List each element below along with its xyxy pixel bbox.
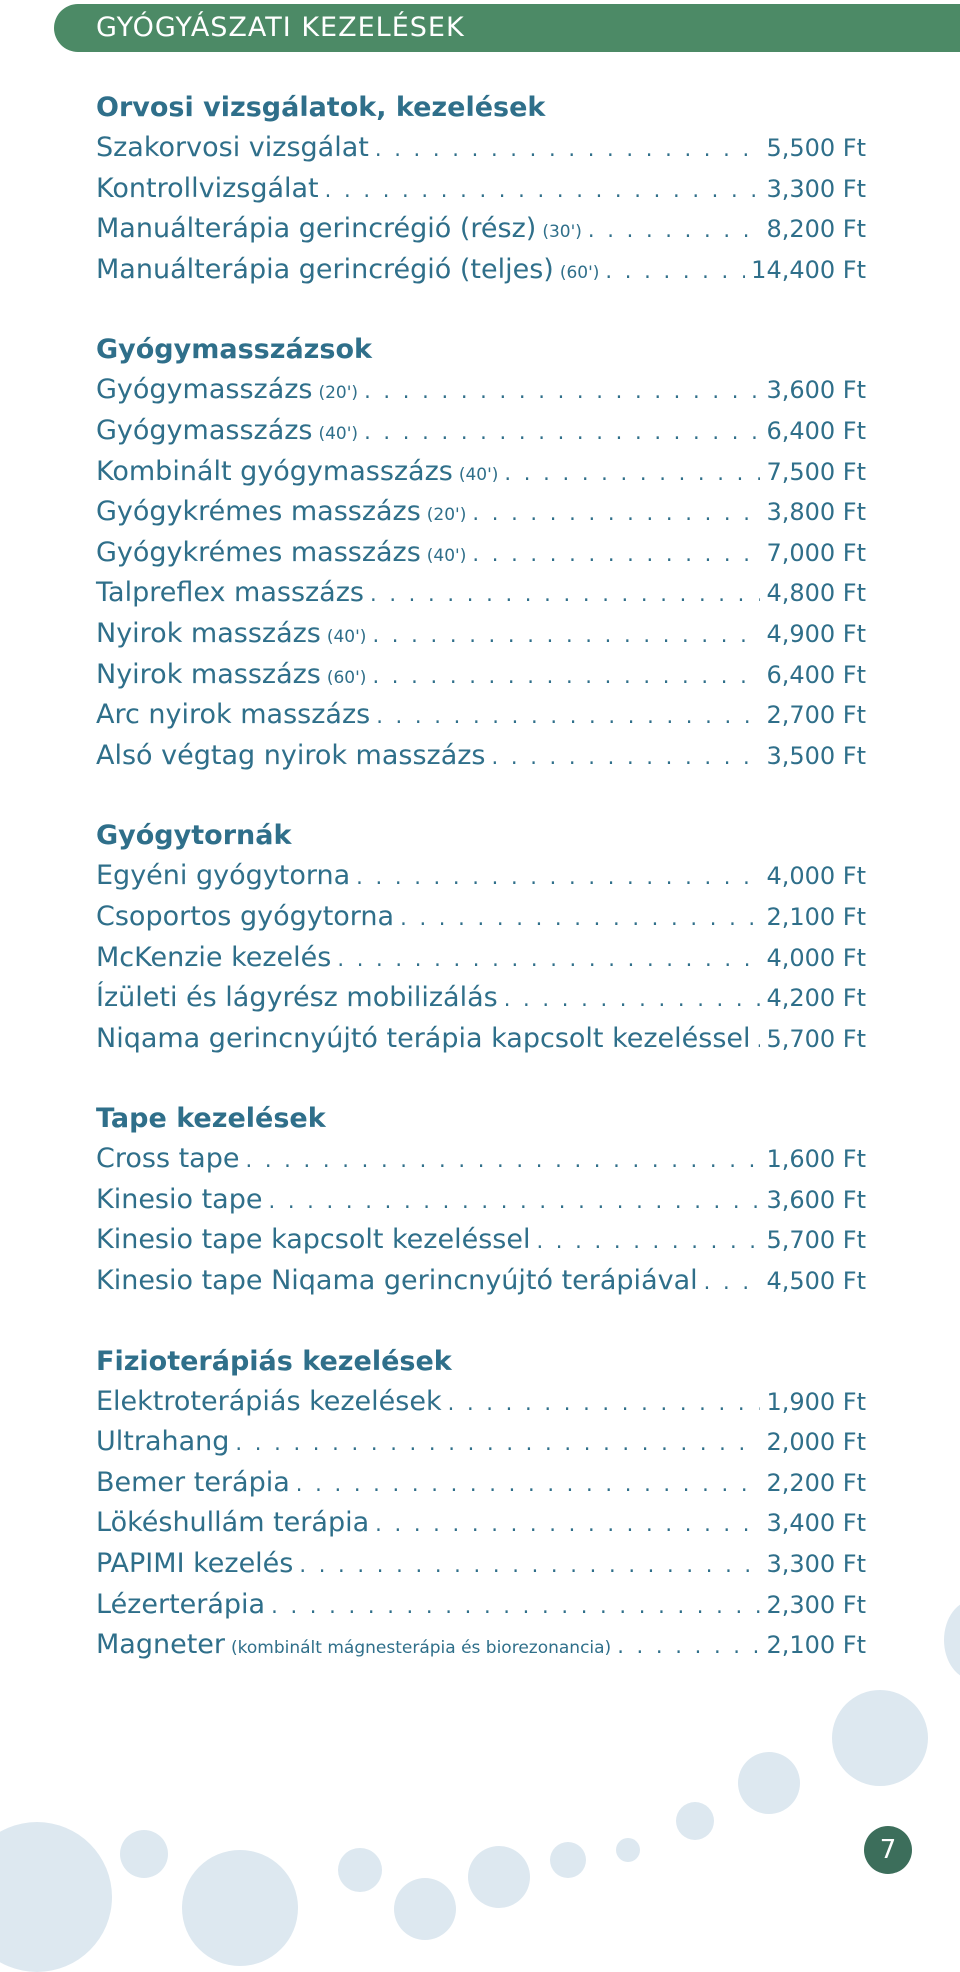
price-row xyxy=(96,1220,866,1261)
decorative-bubble xyxy=(182,1850,298,1966)
price-section xyxy=(96,1342,866,1666)
treatment-note: (kombinált mágnesterápia és biorezonancia) xyxy=(231,1638,612,1659)
decorative-bubble xyxy=(120,1830,168,1878)
decorative-bubble xyxy=(338,1848,382,1892)
treatment-price: 4,000 Ft xyxy=(766,862,866,891)
treatment-name: PAPIMI kezelés xyxy=(96,1548,294,1580)
dot-leader xyxy=(299,1545,760,1586)
dot-leader xyxy=(337,939,760,980)
dot-leader xyxy=(448,1383,761,1424)
dot-leader xyxy=(376,696,760,737)
dot-leader xyxy=(325,170,761,211)
treatment-name: Kinesio tape xyxy=(96,1183,263,1215)
treatment-note: (20') xyxy=(318,383,359,404)
dot-leader xyxy=(271,1586,760,1627)
price-row xyxy=(96,1019,866,1060)
price-row xyxy=(96,1180,866,1221)
dot-leader xyxy=(588,210,761,251)
treatment-name: Szakorvosi vizsgálat xyxy=(96,132,369,163)
price-row xyxy=(96,1422,866,1463)
dot-leader xyxy=(364,371,760,412)
treatment-price: 5,700 Ft xyxy=(766,1226,866,1255)
price-row xyxy=(96,533,866,574)
treatment-name: Kontrollvizsgálat xyxy=(96,172,319,204)
treatment-name: Kombinált gyógymasszázs xyxy=(96,455,453,487)
price-row xyxy=(96,1544,866,1585)
dot-leader xyxy=(492,737,761,778)
dot-leader xyxy=(375,1504,760,1545)
treatment-note: (60') xyxy=(559,262,600,283)
treatment-name: Magneter xyxy=(96,1629,226,1661)
treatment-name: Alsó végtag nyirok masszázs xyxy=(96,739,486,771)
treatment-price: 4,200 Ft xyxy=(766,984,866,1013)
treatment-name: Talpreflex masszázs xyxy=(96,577,364,609)
price-row xyxy=(96,736,866,777)
treatment-note: (40') xyxy=(318,423,359,444)
treatment-name: Gyógymasszázs xyxy=(96,374,313,406)
price-row xyxy=(96,897,866,938)
dot-leader xyxy=(504,453,760,494)
dot-leader xyxy=(757,1020,761,1061)
price-row xyxy=(96,614,866,655)
price-row xyxy=(96,1625,866,1666)
price-row xyxy=(96,128,866,169)
treatment-name: Gyógykrémes masszázs xyxy=(96,536,421,568)
treatment-name: Csoportos gyógytorna xyxy=(96,900,395,932)
treatment-price: 2,700 Ft xyxy=(766,701,866,730)
price-section xyxy=(96,1099,866,1301)
treatment-name: Kinesio tape kapcsolt kezeléssel xyxy=(96,1224,531,1256)
price-row xyxy=(96,1261,866,1302)
decorative-bubble xyxy=(394,1878,456,1940)
treatment-name: Ízületi és lágyrész mobilizálás xyxy=(96,982,498,1014)
dot-leader xyxy=(536,1221,760,1262)
price-row xyxy=(96,655,866,696)
treatment-price: 2,000 Ft xyxy=(766,1428,866,1457)
treatment-price: 8,200 Ft xyxy=(766,215,866,244)
dot-leader xyxy=(617,1626,760,1667)
dot-leader xyxy=(268,1181,760,1222)
dot-leader xyxy=(235,1423,760,1464)
dot-leader xyxy=(245,1140,760,1181)
dot-leader xyxy=(472,493,760,534)
treatment-price: 5,500 Ft xyxy=(766,134,866,162)
section-title: Tape kezelések xyxy=(96,1103,326,1135)
treatment-name: Manuálterápia gerincrégió (rész) xyxy=(96,213,537,245)
treatment-name: McKenzie kezelés xyxy=(96,941,332,973)
treatment-price: 1,600 Ft xyxy=(766,1145,866,1174)
price-row xyxy=(96,1585,866,1626)
treatment-price: 14,400 Ft xyxy=(751,255,866,284)
dot-leader xyxy=(375,129,761,170)
treatment-name: Nyirok masszázs xyxy=(96,617,321,649)
treatment-price: 4,000 Ft xyxy=(766,943,866,972)
treatment-price: 2,100 Ft xyxy=(766,902,866,931)
treatment-price: 3,800 Ft xyxy=(766,498,866,527)
treatment-name: Gyógymasszázs xyxy=(96,414,313,446)
decorative-bubble xyxy=(0,1822,112,1972)
treatment-price: 2,100 Ft xyxy=(766,1631,866,1660)
treatment-price: 1,900 Ft xyxy=(766,1387,866,1416)
dot-leader xyxy=(364,412,760,453)
decorative-bubble xyxy=(738,1752,800,1814)
treatment-note: (40') xyxy=(458,464,499,485)
price-row xyxy=(96,411,866,452)
price-row xyxy=(96,1382,866,1423)
price-section xyxy=(96,88,866,290)
price-row xyxy=(96,250,866,291)
treatment-note: (40') xyxy=(426,545,467,566)
price-row xyxy=(96,1463,866,1504)
treatment-name: Gyógykrémes masszázs xyxy=(96,496,421,528)
price-row xyxy=(96,1503,866,1544)
decorative-bubble xyxy=(676,1802,714,1840)
page-number-badge: 7 xyxy=(864,1826,912,1874)
decorative-bubble xyxy=(944,1600,960,1680)
dot-leader xyxy=(504,979,761,1020)
price-row xyxy=(96,209,866,250)
treatment-note: (30') xyxy=(542,222,582,243)
dot-leader xyxy=(372,615,760,656)
section-title: Gyógytornák xyxy=(96,820,292,852)
price-row xyxy=(96,573,866,614)
price-section xyxy=(96,816,866,1059)
treatment-price: 3,400 Ft xyxy=(766,1509,866,1538)
price-list xyxy=(96,88,866,1706)
treatment-price: 4,900 Ft xyxy=(766,619,866,648)
treatment-price: 5,700 Ft xyxy=(766,1024,866,1053)
dot-leader xyxy=(400,898,760,939)
treatment-price: 3,500 Ft xyxy=(766,741,866,770)
dot-leader xyxy=(372,656,760,697)
price-row xyxy=(96,492,866,533)
treatment-price: 6,400 Ft xyxy=(766,660,866,689)
treatment-name: Cross tape xyxy=(96,1143,240,1175)
treatment-note: (60') xyxy=(326,667,367,688)
section-title: Fizioterápiás kezelések xyxy=(96,1345,452,1377)
treatment-name: Manuálterápia gerincrégió (teljes) xyxy=(96,253,554,285)
decorative-bubble xyxy=(468,1846,530,1908)
dot-leader xyxy=(704,1262,761,1303)
dot-leader xyxy=(356,857,760,898)
treatment-price: 2,300 Ft xyxy=(766,1590,866,1619)
treatment-name: Arc nyirok masszázs xyxy=(96,699,371,731)
price-row xyxy=(96,1139,866,1180)
dot-leader xyxy=(296,1464,761,1505)
dot-leader xyxy=(370,574,760,615)
treatment-price: 4,800 Ft xyxy=(766,579,866,608)
decorative-bubble xyxy=(616,1838,640,1862)
treatment-name: Lökéshullám terápia xyxy=(96,1507,370,1539)
treatment-price: 3,600 Ft xyxy=(766,1185,866,1214)
dot-leader xyxy=(472,534,760,575)
treatment-name: Elektroterápiás kezelések xyxy=(96,1385,442,1417)
treatment-price: 7,000 Ft xyxy=(766,538,866,567)
treatment-name: Nyirok masszázs xyxy=(96,658,321,690)
treatment-name: Ultrahang xyxy=(96,1426,230,1458)
decorative-bubble xyxy=(550,1842,586,1878)
treatment-price: 3,300 Ft xyxy=(766,174,866,203)
treatment-price: 3,600 Ft xyxy=(766,376,866,405)
section-title: Orvosi vizsgálatok, kezelések xyxy=(96,92,546,123)
treatment-price: 7,500 Ft xyxy=(766,457,866,486)
treatment-name: Egyéni gyógytorna xyxy=(96,860,351,892)
treatment-name: Kinesio tape Niqama gerincnyújtó terápiával xyxy=(96,1265,698,1297)
treatment-note: (20') xyxy=(426,505,467,526)
treatment-name: Bemer terápia xyxy=(96,1466,290,1498)
treatment-name: Lézerterápia xyxy=(96,1588,266,1620)
price-row xyxy=(96,452,866,493)
section-header-banner xyxy=(54,4,960,52)
price-row xyxy=(96,169,866,210)
decorative-bubble xyxy=(832,1690,928,1786)
treatment-price: 3,300 Ft xyxy=(766,1550,866,1579)
price-row xyxy=(96,856,866,897)
treatment-note: (40') xyxy=(326,626,367,647)
section-title: Gyógymasszázsok xyxy=(96,334,372,366)
treatment-price: 6,400 Ft xyxy=(766,416,866,445)
treatment-price: 4,500 Ft xyxy=(766,1267,866,1296)
price-row xyxy=(96,370,866,411)
price-section xyxy=(96,330,866,776)
treatment-name: Niqama gerincnyújtó terápia kapcsolt kezeléssel xyxy=(96,1022,751,1054)
price-row xyxy=(96,695,866,736)
page-title: GYÓGYÁSZATI KEZELÉSEK xyxy=(96,12,465,43)
treatment-price: 2,200 Ft xyxy=(766,1468,866,1497)
price-row xyxy=(96,938,866,979)
price-row xyxy=(96,978,866,1019)
dot-leader xyxy=(605,251,745,292)
